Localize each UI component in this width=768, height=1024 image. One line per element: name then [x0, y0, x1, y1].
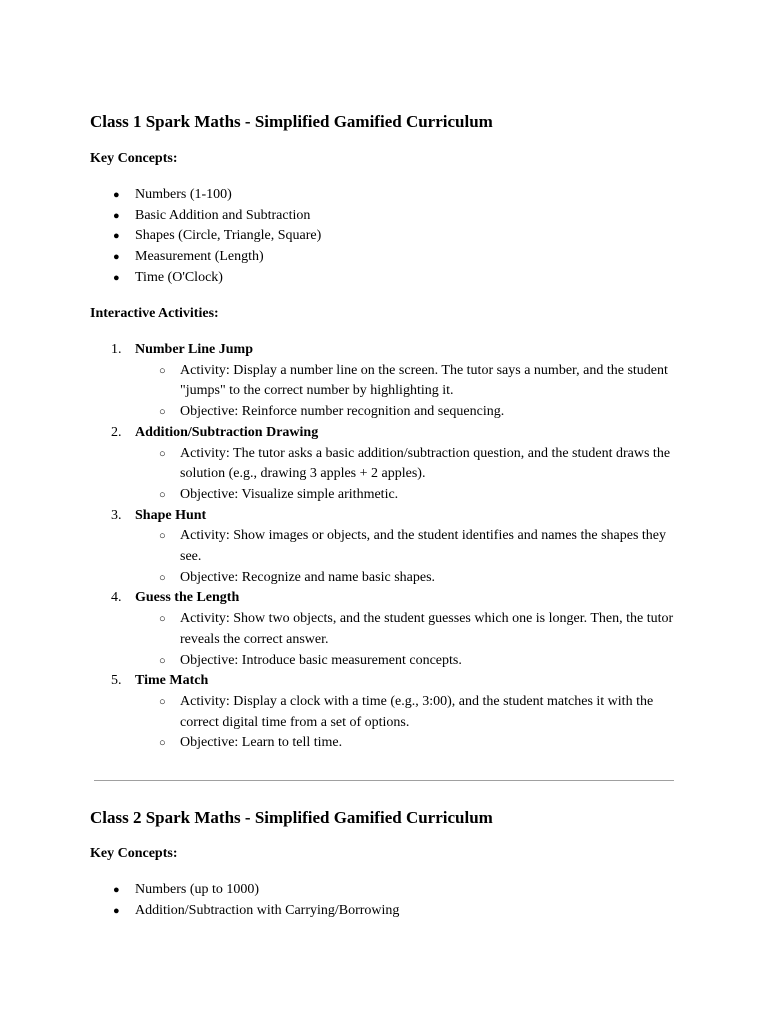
list-item	[90, 880, 680, 901]
activity-name: Addition/Subtraction Drawing	[135, 424, 319, 440]
sub-bullet-icon: ○	[159, 571, 166, 584]
list-item	[90, 901, 680, 922]
activity-description	[135, 692, 680, 733]
list-item	[90, 185, 680, 206]
activity-details	[135, 361, 680, 423]
sub-bullet-icon: ○	[159, 695, 166, 708]
key-concept-text: Time (O'Clock)	[135, 269, 223, 285]
activity-text: Activity: Show two objects, and the student guesses which one is longer. Then, the tutor reveals the correct answer.	[180, 611, 674, 647]
key-concept-text: Numbers (1-100)	[135, 187, 232, 202]
activity-description	[135, 444, 680, 485]
activity-text: Activity: Display a clock with a time (e.g., 3:00), and the student matches it with the correct digital time from a set of options.	[180, 693, 654, 730]
sub-bullet-icon: ○	[159, 737, 166, 750]
list-item	[90, 268, 680, 289]
activity-text: Activity: Show images or objects, and the student identifies and names the shapes they see.	[180, 528, 667, 565]
activity-objective	[135, 651, 680, 672]
section-divider	[94, 780, 674, 781]
bullet-icon: ●	[113, 884, 120, 896]
key-concept-text: Measurement (Length)	[135, 249, 264, 265]
class2-key-concepts-heading: Key Concepts:	[90, 846, 178, 861]
objective-text: Objective: Learn to tell time.	[180, 735, 343, 751]
objective-text: Objective: Introduce basic measurement concepts.	[180, 652, 462, 668]
bullet-icon: ●	[113, 251, 120, 264]
objective-text: Objective: Recognize and name basic shapes.	[180, 569, 436, 585]
activity-item	[90, 506, 680, 589]
activity-item	[90, 340, 680, 423]
bullet-icon: ●	[113, 271, 120, 284]
activity-details	[135, 692, 680, 754]
sub-bullet-icon: ○	[159, 530, 166, 543]
class1-key-concepts-list	[90, 185, 680, 289]
activity-details	[135, 609, 680, 671]
activity-text: Activity: Display a number line on the screen. The tutor says a number, and the student "jumps" to the correct number by highlighting it.	[180, 362, 668, 399]
sub-bullet-icon: ○	[159, 613, 166, 626]
bullet-icon: ●	[113, 209, 120, 222]
activity-objective	[135, 485, 680, 506]
sub-bullet-icon: ○	[159, 488, 166, 501]
activity-name: Shape Hunt	[135, 507, 207, 523]
class2-title: Class 2 Spark Maths - Simplified Gamified Curriculum	[90, 808, 493, 827]
sub-bullet-icon: ○	[159, 364, 166, 377]
key-concept-text: Numbers (up to 1000)	[135, 882, 260, 897]
sub-bullet-icon: ○	[159, 447, 166, 460]
activity-objective	[135, 733, 680, 754]
activity-item	[90, 588, 680, 671]
list-item	[90, 226, 680, 247]
activity-number: 4.	[111, 590, 122, 606]
sub-bullet-icon: ○	[159, 406, 166, 419]
activity-objective	[135, 568, 680, 589]
activity-details	[135, 526, 680, 588]
activity-number: 1.	[111, 342, 122, 357]
class1-activities-list	[90, 340, 680, 754]
list-item	[90, 247, 680, 268]
class1-activities-heading: Interactive Activities:	[90, 306, 219, 321]
objective-text: Objective: Visualize simple arithmetic.	[180, 486, 399, 502]
class1-title: Class 1 Spark Maths - Simplified Gamified Curriculum	[90, 112, 493, 131]
class2-key-concepts-list	[90, 880, 680, 921]
activity-name: Number Line Jump	[135, 342, 253, 357]
sub-bullet-icon: ○	[159, 654, 166, 667]
activity-name: Guess the Length	[135, 590, 240, 606]
bullet-icon: ●	[113, 230, 120, 243]
activity-description	[135, 526, 680, 567]
activity-description	[135, 609, 680, 650]
key-concept-text: Basic Addition and Subtraction	[135, 207, 311, 223]
bullet-icon: ●	[113, 189, 120, 201]
activity-details	[135, 444, 680, 506]
list-item	[90, 206, 680, 227]
activity-item	[90, 423, 680, 506]
activity-number: 2.	[111, 424, 122, 440]
activity-objective	[135, 402, 680, 423]
objective-text: Objective: Reinforce number recognition and sequencing.	[180, 404, 505, 420]
activity-number: 3.	[111, 507, 122, 523]
activity-number: 5.	[111, 673, 122, 689]
activity-text: Activity: The tutor asks a basic addition/subtraction question, and the student draws the solution (e.g., drawing 3 apples + 2 apples).	[180, 445, 671, 482]
key-concept-text: Shapes (Circle, Triangle, Square)	[135, 228, 322, 244]
activity-name: Time Match	[135, 673, 209, 689]
activity-description	[135, 361, 680, 402]
class1-key-concepts-heading: Key Concepts:	[90, 151, 178, 166]
activity-item	[90, 671, 680, 754]
bullet-icon: ●	[113, 904, 120, 917]
key-concept-text: Addition/Subtraction with Carrying/Borrowing	[135, 902, 400, 918]
